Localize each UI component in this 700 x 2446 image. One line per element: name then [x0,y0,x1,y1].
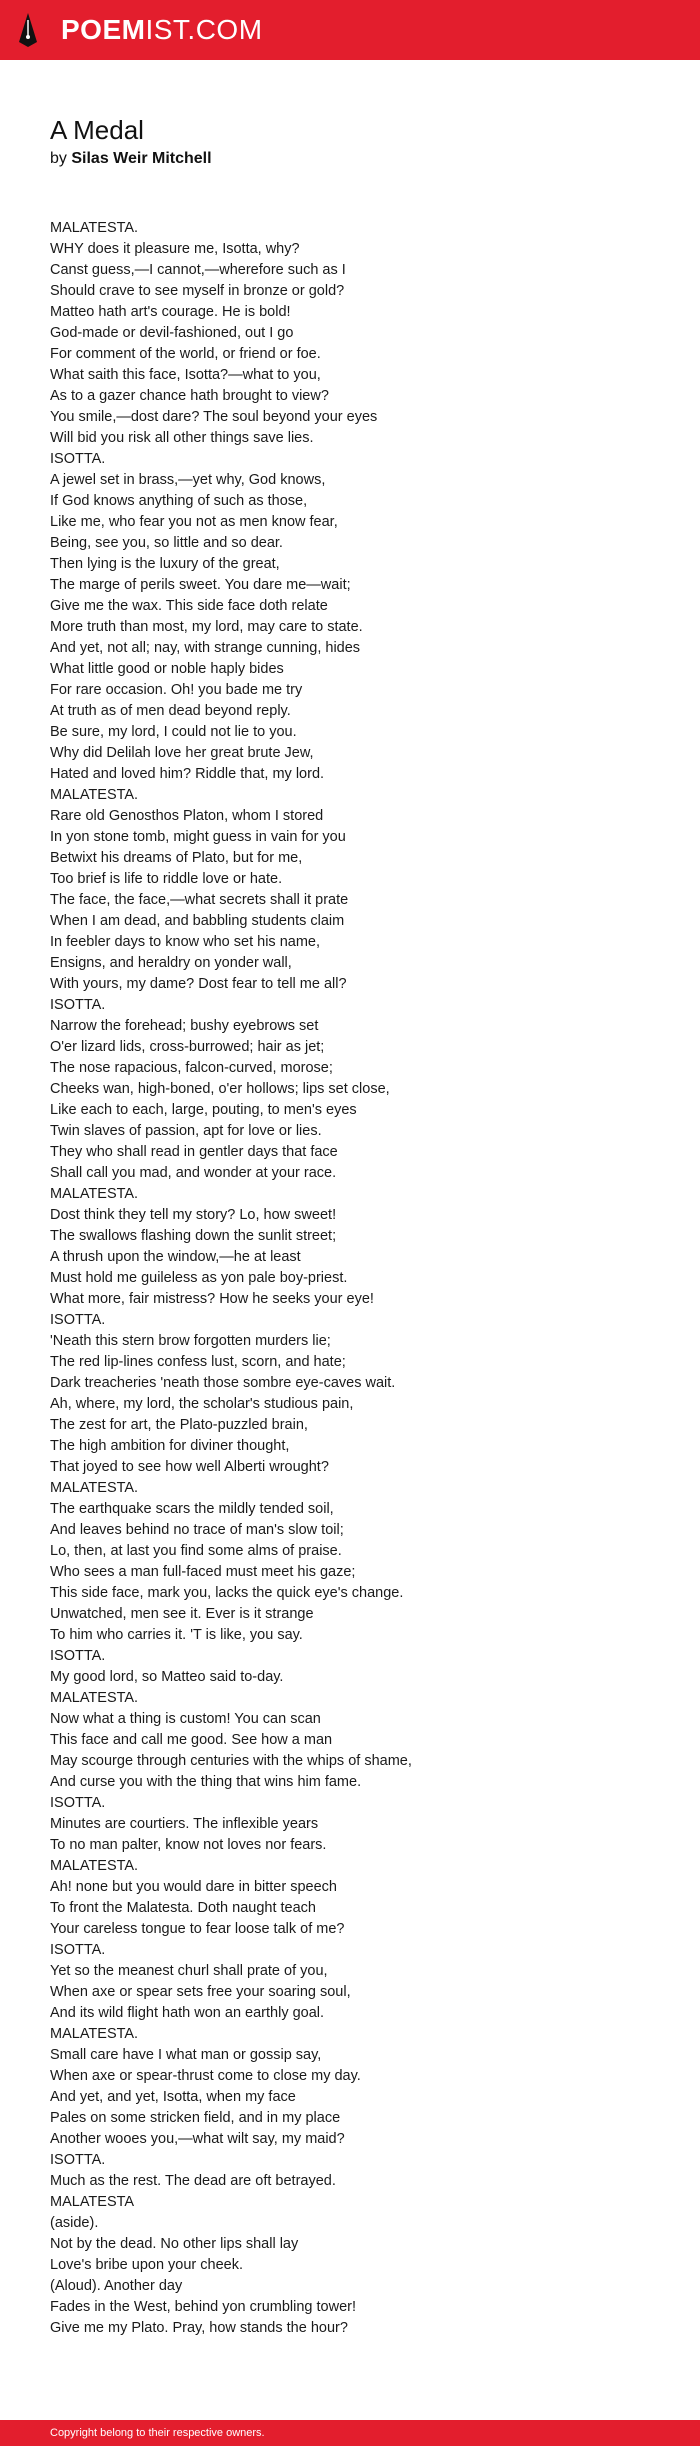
poem-line: MALATESTA. [50,2026,139,2042]
poem-line: With yours, my dame? Dost fear to tell me all? [50,976,347,992]
poem-line: For comment of the world, or friend or foe. [50,346,321,362]
poem-line: When axe or spear-thrust come to close my day. [50,2068,361,2084]
poem-line: O'er lizard lids, cross-burrowed; hair as jet; [50,1039,325,1055]
site-footer [0,2420,700,2446]
poem-line: Shall call you mad, and wonder at your race. [50,1165,337,1181]
poem-line: The marge of perils sweet. You dare me—wait; [50,577,351,593]
poem-line: Why did Delilah love her great brute Jew, [50,745,314,761]
poem-line: When I am dead, and babbling students claim [50,913,345,929]
poem-line: Be sure, my lord, I could not lie to you. [50,724,297,740]
poem-line: What little good or noble haply bides [50,661,284,677]
poem-line: Fades in the West, behind yon crumbling tower! [50,2299,357,2315]
poem-line: Lo, then, at last you find some alms of praise. [50,1543,342,1559]
poem-line: In yon stone tomb, might guess in vain for you [50,829,346,845]
site-logo[interactable] [61,12,263,48]
poem-line: God-made or devil-fashioned, out I go [50,325,294,341]
poem-line: Twin slaves of passion, apt for love or lies. [50,1123,322,1139]
poem-line: Dost think they tell my story? Lo, how sweet! [50,1207,337,1223]
poem-line: And yet, not all; nay, with strange cunning, hides [50,640,361,656]
poem-line: Minutes are courtiers. The inflexible years [50,1816,319,1832]
poem-line: Matteo hath art's courage. He is bold! [50,304,291,320]
poem-line: ISOTTA. [50,1648,106,1664]
poem-line: Your careless tongue to fear loose talk of me? [50,1921,345,1937]
poem-line: ISOTTA. [50,1795,106,1811]
poem-line: Who sees a man full-faced must meet his gaze; [50,1564,356,1580]
poem-line: The nose rapacious, falcon-curved, morose; [50,1060,333,1076]
poem-line: What saith this face, Isotta?—what to you, [50,367,321,383]
poem-line: ISOTTA. [50,1312,106,1328]
poem-line: ISOTTA. [50,451,106,467]
poem-line: The earthquake scars the mildly tended soil, [50,1501,334,1517]
poem-line: My good lord, so Matteo said to-day. [50,1669,284,1685]
poem-line: When axe or spear sets free your soaring soul, [50,1984,351,2000]
poem-line: This side face, mark you, lacks the quick eye's change. [50,1585,404,1601]
byline [50,149,212,169]
poem-line: MALATESTA. [50,1480,139,1496]
poem-line: (Aloud). Another day [50,2278,183,2294]
poem-line: Much as the rest. The dead are oft betrayed. [50,2173,336,2189]
poem-line: Now what a thing is custom! You can scan [50,1711,321,1727]
poem-line: Cheeks wan, high-boned, o'er hollows; lips set close, [50,1081,390,1097]
logo-light-text: IST.COM [145,14,263,45]
poem-line: To no man palter, know not loves nor fears. [50,1837,327,1853]
author-name[interactable]: Silas Weir Mitchell [71,150,212,167]
poem-line: The zest for art, the Plato-puzzled brain, [50,1417,308,1433]
poem-line: Another wooes you,—what wilt say, my maid? [50,2131,345,2147]
poem-line: A jewel set in brass,—yet why, God knows, [50,472,326,488]
poem-line: That joyed to see how well Alberti wrought? [50,1459,329,1475]
poem-line: And leaves behind no trace of man's slow toil; [50,1522,344,1538]
poem-line: Give me the wax. This side face doth relate [50,598,328,614]
poem-line: Too brief is life to riddle love or hate. [50,871,283,887]
poem-line: As to a gazer chance hath brought to view? [50,388,329,404]
poem-line: ISOTTA. [50,997,106,1013]
poem-line: Then lying is the luxury of the great, [50,556,280,572]
poem-line: Ah! none but you would dare in bitter speech [50,1879,337,1895]
poem-line: Ah, where, my lord, the scholar's studious pain, [50,1396,354,1412]
site-header [0,0,700,60]
poem-line: May scourge through centuries with the whips of shame, [50,1753,412,1769]
poem-line: If God knows anything of such as those, [50,493,308,509]
poem-line: Will bid you risk all other things save lies. [50,430,314,446]
poem-line: MALATESTA [50,2194,135,2210]
poem-line: ISOTTA. [50,1942,106,1958]
poem-line: Give me my Plato. Pray, how stands the hour? [50,2320,348,2336]
by-label: by [50,150,67,167]
poem-body [50,218,670,2339]
poem-line: 'Neath this stern brow forgotten murders lie; [50,1333,331,1349]
poem-line: This face and call me good. See how a man [50,1732,333,1748]
poem-line: Must hold me guileless as yon pale boy-priest. [50,1270,348,1286]
poem-line: For rare occasion. Oh! you bade me try [50,682,303,698]
poem-line: And yet, and yet, Isotta, when my face [50,2089,296,2105]
poem-line: And its wild flight hath won an earthly goal. [50,2005,325,2021]
poem-line: Should crave to see myself in bronze or gold? [50,283,345,299]
poem-line: The face, the face,—what secrets shall it prate [50,892,349,908]
poem-line: And curse you with the thing that wins him fame. [50,1774,362,1790]
poem-line: Hated and loved him? Riddle that, my lord. [50,766,325,782]
poem-line: MALATESTA. [50,220,139,236]
poem-line: MALATESTA. [50,787,139,803]
pen-nib-icon[interactable] [18,12,38,48]
poem-line: Being, see you, so little and so dear. [50,535,283,551]
poem-line: Narrow the forehead; bushy eyebrows set [50,1018,319,1034]
poem-line: WHY does it pleasure me, Isotta, why? [50,241,300,257]
poem-line: To front the Malatesta. Doth naught teach [50,1900,316,1916]
poem-line: Not by the dead. No other lips shall lay [50,2236,299,2252]
poem-line: Like each to each, large, pouting, to men's eyes [50,1102,357,1118]
poem-line: Pales on some stricken field, and in my place [50,2110,341,2126]
poem-line: (aside). [50,2215,99,2231]
poem-line: In feebler days to know who set his name, [50,934,321,950]
poem-line: Canst guess,—I cannot,—wherefore such as I [50,262,346,278]
copyright-text: Copyright belong to their respective owners. [50,2427,265,2439]
poem-line: MALATESTA. [50,1186,139,1202]
poem-line: MALATESTA. [50,1858,139,1874]
poem-line: Ensigns, and heraldry on yonder wall, [50,955,292,971]
poem-line: The red lip-lines confess lust, scorn, and hate; [50,1354,346,1370]
poem-line: ISOTTA. [50,2152,106,2168]
poem-line: Rare old Genosthos Platon, whom I stored [50,808,324,824]
poem-line: Dark treacheries 'neath those sombre eye-caves wait. [50,1375,396,1391]
poem-line: A thrush upon the window,—he at least [50,1249,301,1265]
poem-title: A Medal [50,115,144,145]
poem-line: To him who carries it. 'T is like, you say. [50,1627,303,1643]
poem-line: Small care have I what man or gossip say, [50,2047,322,2063]
poem-line: What more, fair mistress? How he seeks your eye! [50,1291,374,1307]
poem-line: They who shall read in gentler days that face [50,1144,338,1160]
logo-bold-text: POEM [61,14,146,45]
poem-line: Love's bribe upon your cheek. [50,2257,244,2273]
poem-line: MALATESTA. [50,1690,139,1706]
poem-line: Unwatched, men see it. Ever is it strange [50,1606,314,1622]
poem-line: The high ambition for diviner thought, [50,1438,290,1454]
poem-line: You smile,—dost dare? The soul beyond your eyes [50,409,378,425]
poem-line: Yet so the meanest churl shall prate of you, [50,1963,328,1979]
poem-line: Betwixt his dreams of Plato, but for me, [50,850,303,866]
poem-line: The swallows flashing down the sunlit street; [50,1228,337,1244]
poem-line: More truth than most, my lord, may care to state. [50,619,363,635]
poem-line: At truth as of men dead beyond reply. [50,703,291,719]
poem-line: Like me, who fear you not as men know fear, [50,514,338,530]
